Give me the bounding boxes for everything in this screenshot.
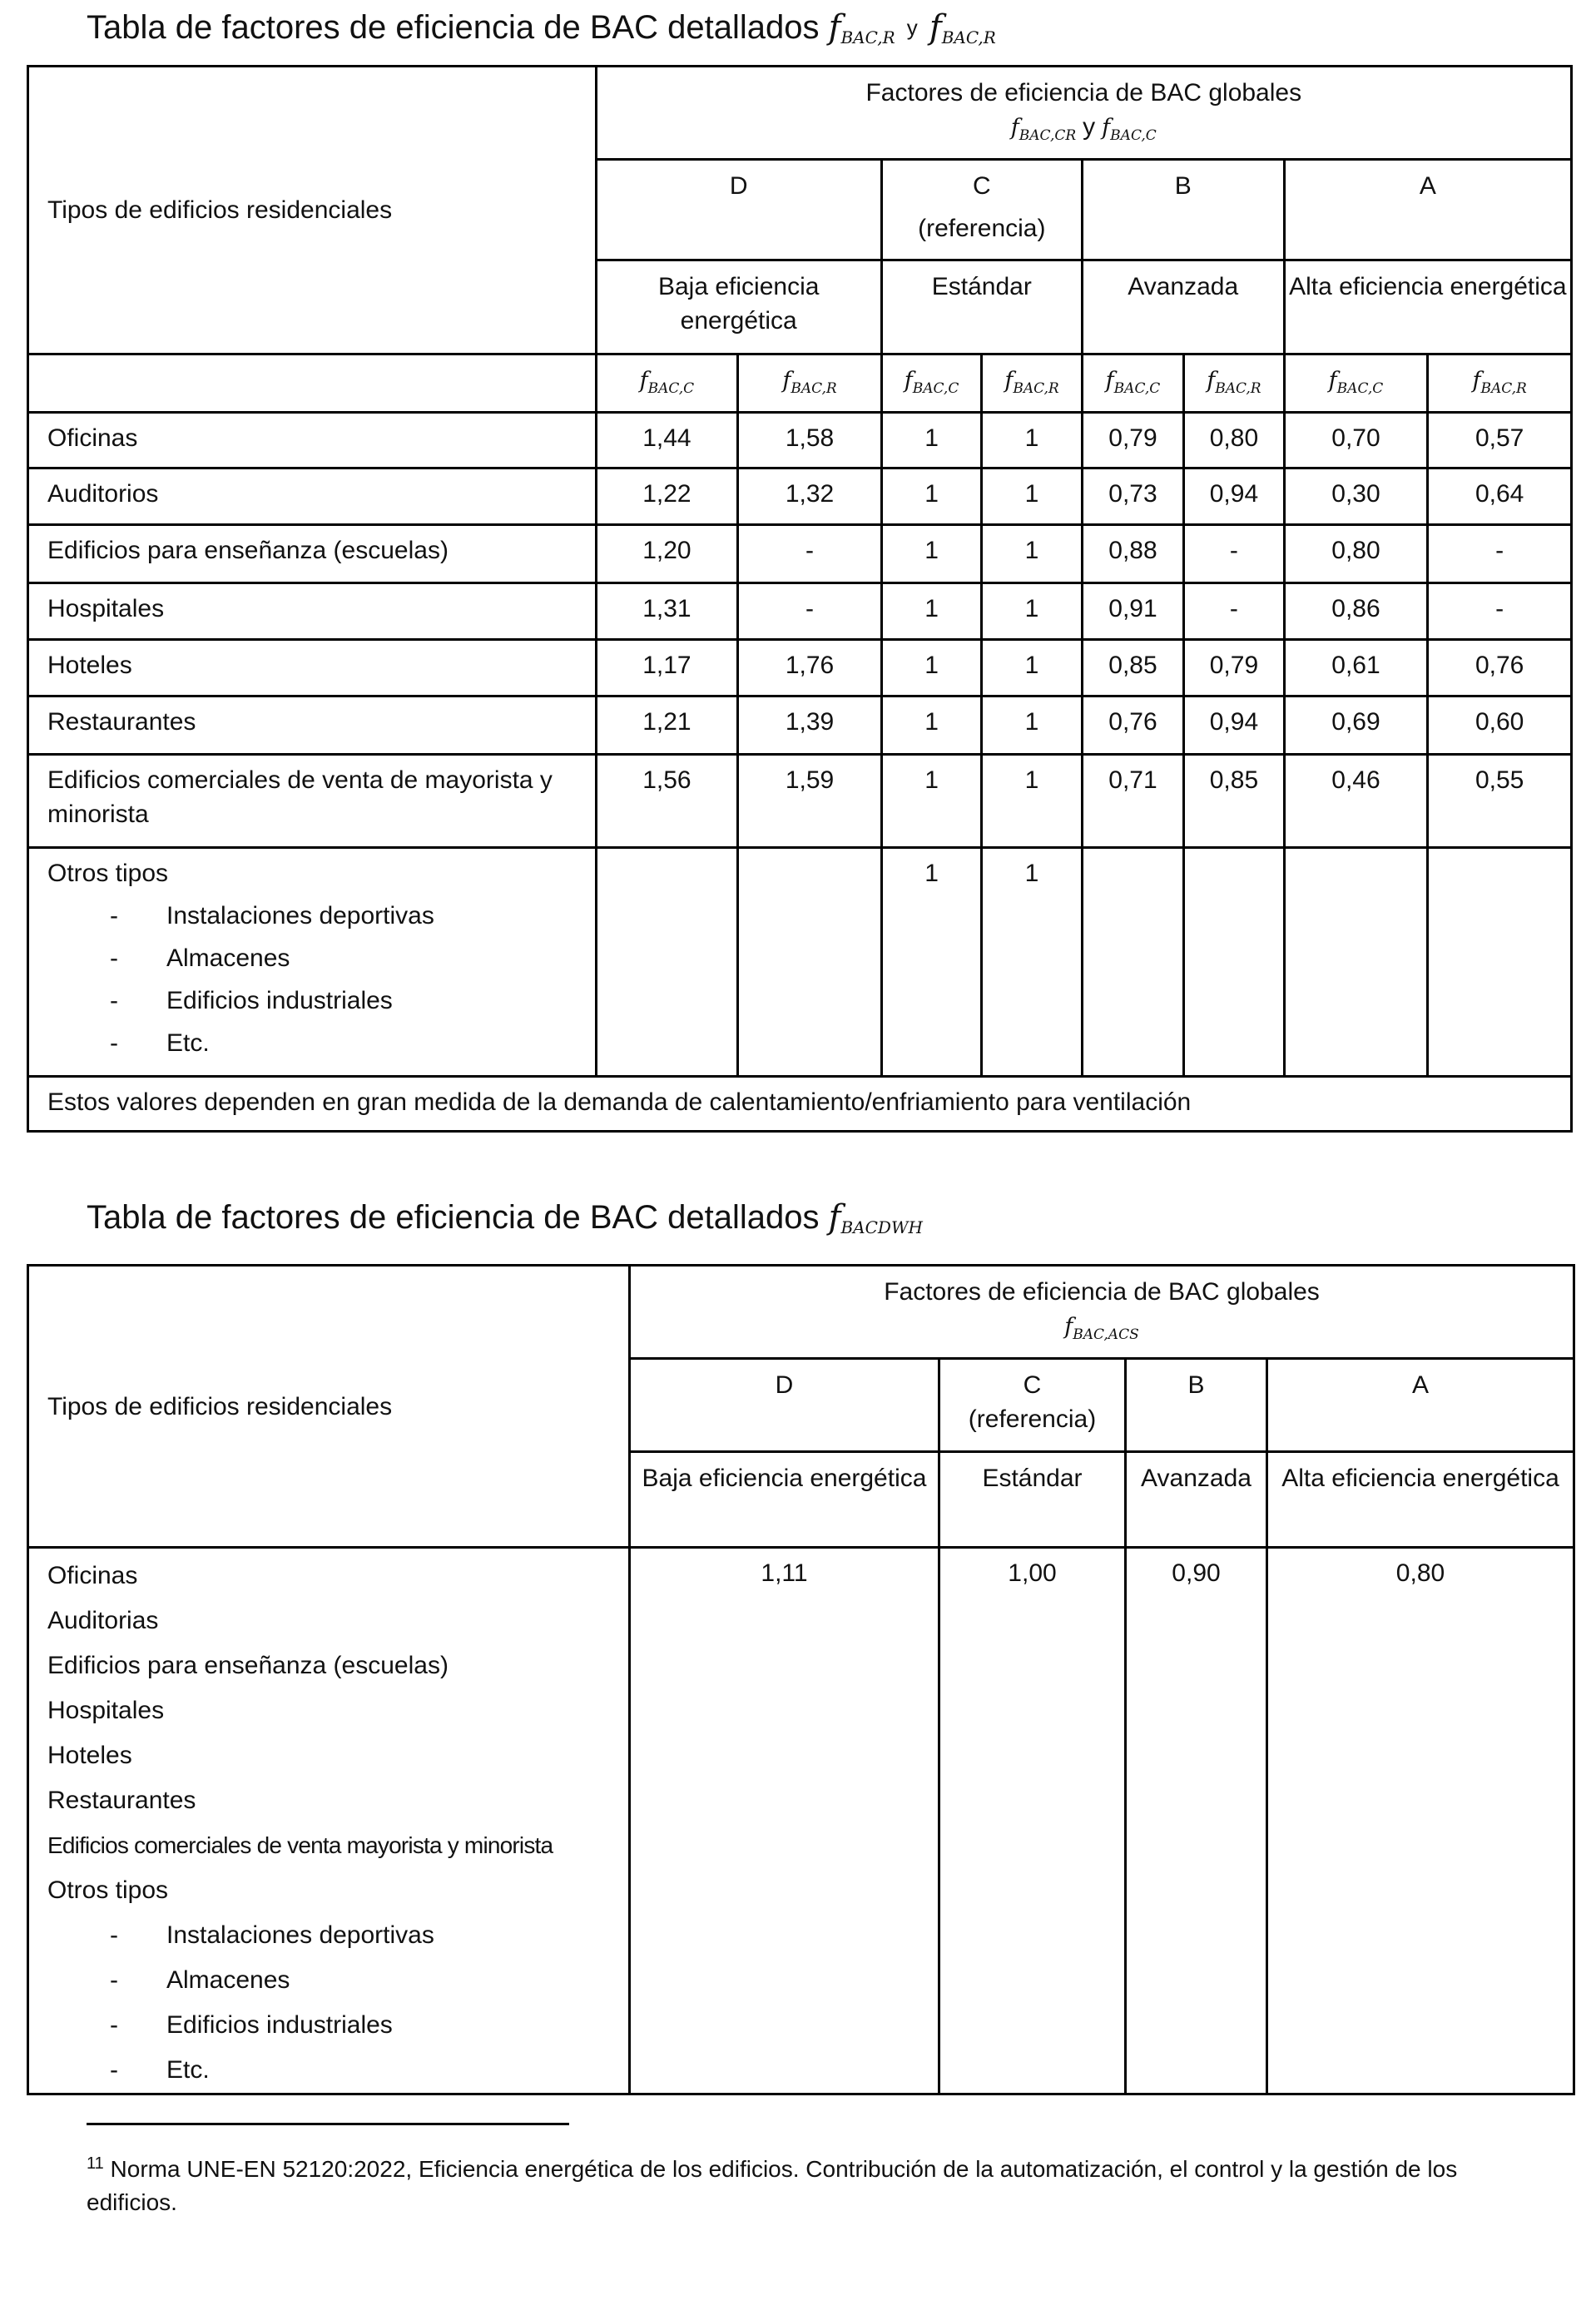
class-c-header: C (referencia)	[881, 160, 1082, 260]
value-cell: 0,76	[1082, 696, 1183, 755]
value-cell: 1	[881, 696, 981, 755]
class-b-header: B	[1082, 160, 1284, 260]
class-c-description: Estándar	[881, 260, 1082, 354]
corner-header: Tipos de edificios residenciales	[28, 67, 597, 354]
table-row	[28, 640, 1572, 696]
value-cell: 0,64	[1428, 468, 1572, 525]
value-cell: 1	[881, 413, 981, 468]
table-row	[28, 583, 1572, 640]
table-note: Estos valores dependen en gran medida de la demanda de calentamiento/enfriamiento para ventilación	[28, 1077, 1572, 1132]
class-a-header: A	[1284, 160, 1571, 260]
value-cell: 1,58	[738, 413, 882, 468]
table-row	[28, 755, 1572, 848]
table-row	[28, 696, 1572, 755]
table-row	[28, 525, 1572, 583]
row-label: Otros tipos - Instalaciones deportivas - Almacenes - Edificios industriales - Etc.	[28, 848, 597, 1077]
value-cell: 0,91	[1082, 583, 1183, 640]
class-a-description: Alta eficiencia energética	[1267, 1452, 1574, 1548]
global-factors-header	[596, 67, 1571, 160]
footnote-divider	[87, 2123, 569, 2125]
subheader-cell: $f_{BAC,C}$	[596, 354, 738, 413]
value-cell: 0,90	[1126, 1548, 1267, 2094]
class-d-header: D	[630, 1359, 939, 1452]
class-c-header: C (referencia)	[939, 1359, 1126, 1452]
value-cell: 1,20	[596, 525, 738, 583]
value-cell: 0,94	[1184, 696, 1284, 755]
subheader-row	[28, 354, 1572, 413]
class-b-description: Avanzada	[1082, 260, 1284, 354]
table1-title-text: Tabla de factores de eficiencia de BAC detallados	[87, 9, 820, 46]
subheader-cell: $f_{BAC,C}$	[1082, 354, 1183, 413]
value-cell: -	[738, 583, 882, 640]
value-cell: 1,44	[596, 413, 738, 468]
value-cell: 0,88	[1082, 525, 1183, 583]
value-cell: 0,94	[1184, 468, 1284, 525]
corner-header: Tipos de edificios residenciales	[28, 1266, 630, 1548]
class-c-description: Estándar	[939, 1452, 1126, 1548]
row-label: Edificios para enseñanza (escuelas)	[28, 525, 597, 583]
footnote-number: 11	[87, 2154, 104, 2173]
value-cell: 1	[881, 525, 981, 583]
value-cell: 1	[881, 468, 981, 525]
subheader-cell: $f_{BAC,R}$	[1184, 354, 1284, 413]
value-cell: 1	[982, 696, 1082, 755]
value-cell: 1,17	[596, 640, 738, 696]
row-label: Auditorios	[28, 468, 597, 525]
value-cell: -	[1428, 525, 1572, 583]
value-cell	[1184, 848, 1284, 1077]
table-row	[28, 413, 1572, 468]
table-row	[28, 468, 1572, 525]
value-cell: 1	[982, 755, 1082, 848]
value-cell: 0,70	[1284, 413, 1428, 468]
footnote-text: Norma UNE-EN 52120:2022, Eficiencia energética de los edificios. Contribución de la automatización, el control y la gestión de los edificios.	[87, 2156, 1458, 2215]
class-d-header: D	[596, 160, 881, 260]
value-cell: 1	[982, 413, 1082, 468]
table2-title-text: Tabla de factores de eficiencia de BAC detallados	[87, 1199, 820, 1236]
value-cell: 1,22	[596, 468, 738, 525]
footnote	[87, 2147, 1551, 2219]
table1-title	[87, 8, 996, 47]
value-cell: 0,57	[1428, 413, 1572, 468]
value-cell: 1	[881, 583, 981, 640]
value-cell	[1284, 848, 1428, 1077]
class-d-description: Baja eficiencia energética	[596, 260, 881, 354]
row-label: Hospitales	[28, 583, 597, 640]
title2-symbol: f	[828, 1198, 841, 1237]
class-b-description: Avanzada	[1126, 1452, 1267, 1548]
class-d-description: Baja eficiencia energética	[630, 1452, 939, 1548]
global-factors-header	[630, 1266, 1574, 1359]
value-cell	[1428, 848, 1572, 1077]
value-cell	[1082, 848, 1183, 1077]
row-label: Edificios comerciales de venta de mayorista y minorista	[28, 755, 597, 848]
bac-dhw-factors-table	[27, 1264, 1575, 2095]
title1-subscript: BAC,R	[941, 27, 996, 47]
value-cell: 0,46	[1284, 755, 1428, 848]
value-cell: 1,76	[738, 640, 882, 696]
subheader-cell: $f_{BAC,C}$	[1284, 354, 1428, 413]
value-cell: 1	[881, 640, 981, 696]
title1-symbol: f	[828, 8, 841, 47]
title1-subscript: BAC,R	[840, 27, 895, 47]
value-cell: 0,79	[1184, 640, 1284, 696]
value-cell: 1	[982, 848, 1082, 1077]
value-cell: 1	[982, 583, 1082, 640]
value-cell: -	[1184, 583, 1284, 640]
subheader-cell: $f_{BAC,R}$	[982, 354, 1082, 413]
title1-conjunction: y	[906, 15, 918, 40]
value-cell: 1,32	[738, 468, 882, 525]
value-cell: 0,80	[1184, 413, 1284, 468]
value-cell: 0,76	[1428, 640, 1572, 696]
global-factors-label: Factores de eficiencia de BAC globales	[884, 1278, 1320, 1306]
table2-title	[87, 1198, 923, 1237]
value-cell: -	[1184, 525, 1284, 583]
class-a-description: Alta eficiencia energética	[1284, 260, 1571, 354]
value-cell: 0,80	[1284, 525, 1428, 583]
global-factors-symbol: $f_{BAC,ACS}$	[1064, 1314, 1139, 1343]
value-cell: 0,61	[1284, 640, 1428, 696]
value-cell: 0,86	[1284, 583, 1428, 640]
value-cell: 1,11	[630, 1548, 939, 2094]
row-label: Hoteles	[28, 640, 597, 696]
value-cell: 1,59	[738, 755, 882, 848]
subheader-cell: $f_{BAC,R}$	[738, 354, 882, 413]
row-label: Restaurantes	[28, 696, 597, 755]
subheader-cell: $f_{BAC,R}$	[1428, 354, 1572, 413]
value-cell: 0,30	[1284, 468, 1428, 525]
bac-factors-table	[27, 65, 1573, 1133]
value-cell: 1,21	[596, 696, 738, 755]
table-row	[28, 1548, 1574, 2094]
global-factors-symbols: $f_{BAC,CR}$ y $f_{BAC,C}$	[1010, 113, 1157, 144]
value-cell: 1	[881, 755, 981, 848]
value-cell: 1,00	[939, 1548, 1126, 2094]
value-cell: 0,55	[1428, 755, 1572, 848]
value-cell: -	[738, 525, 882, 583]
value-cell: -	[1428, 583, 1572, 640]
value-cell: 0,71	[1082, 755, 1183, 848]
value-cell: 0,69	[1284, 696, 1428, 755]
value-cell	[596, 848, 738, 1077]
value-cell: 1,31	[596, 583, 738, 640]
value-cell: 0,85	[1082, 640, 1183, 696]
subheader-cell: $f_{BAC,C}$	[881, 354, 981, 413]
value-cell: 1	[982, 468, 1082, 525]
value-cell: 0,85	[1184, 755, 1284, 848]
value-cell: 1,56	[596, 755, 738, 848]
value-cell: 1	[982, 525, 1082, 583]
value-cell: 0,73	[1082, 468, 1183, 525]
value-cell: 0,80	[1267, 1548, 1574, 2094]
global-factors-label: Factores de eficiencia de BAC globales	[865, 79, 1302, 107]
value-cell: 1	[881, 848, 981, 1077]
row-label: Oficinas	[28, 413, 597, 468]
class-a-header: A	[1267, 1359, 1574, 1452]
value-cell: 0,60	[1428, 696, 1572, 755]
value-cell: 0,79	[1082, 413, 1183, 468]
class-b-header: B	[1126, 1359, 1267, 1452]
value-cell	[738, 848, 882, 1077]
table-row-other	[28, 848, 1572, 1077]
value-cell: 1,39	[738, 696, 882, 755]
empty-cell	[28, 354, 597, 413]
building-types-list: Oficinas Auditorias Edificios para enseñanza (escuelas) Hospitales Hoteles Restaurantes Edificios comerciales de venta mayorista y minorista Otros tipos - Instalaciones deportivas - Almacenes - Edificios industriales - Etc.	[28, 1548, 630, 2094]
value-cell: 1	[982, 640, 1082, 696]
title1-symbol: f	[929, 8, 942, 47]
title2-subscript: BACDWH	[840, 1217, 923, 1237]
